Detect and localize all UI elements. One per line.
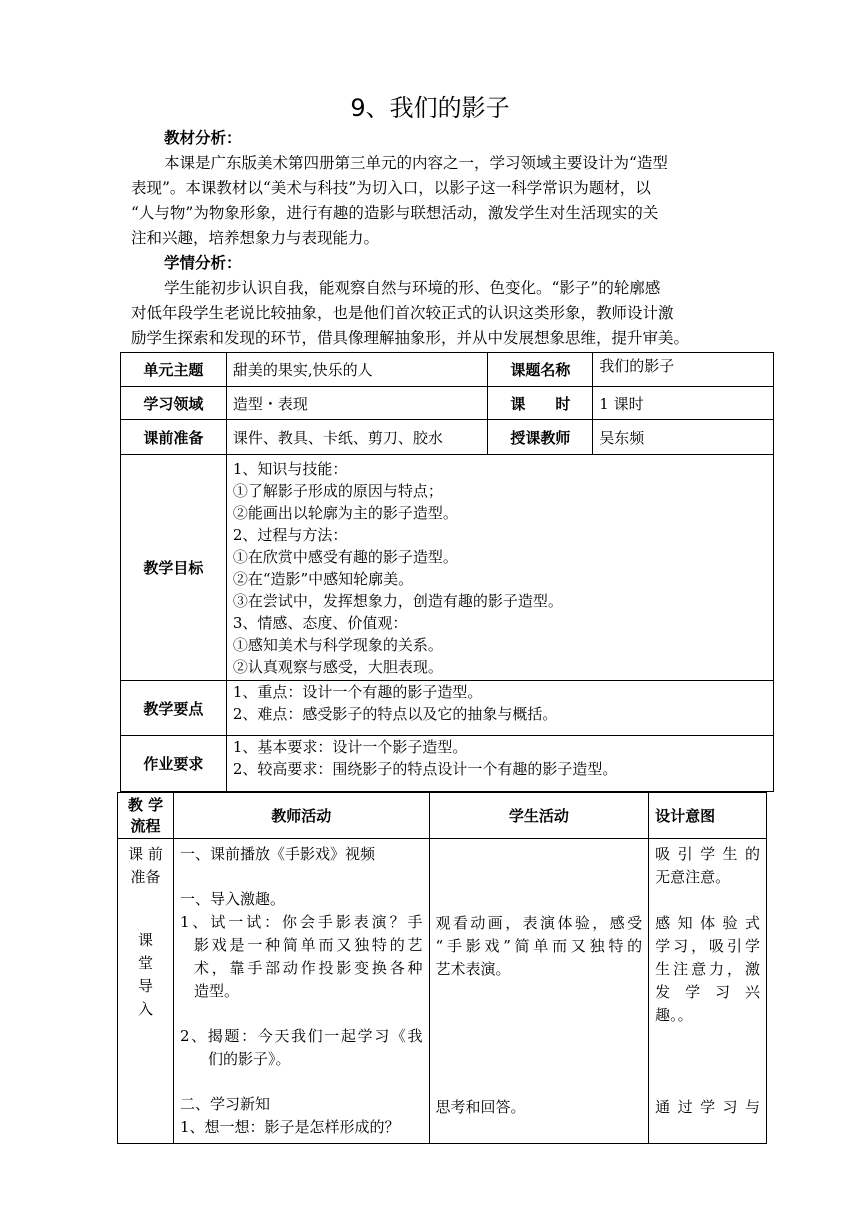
teacher-line: 一、导入激趣。 — [179, 890, 285, 908]
homework-item: 1、基本要求：设计一个影子造型。 — [232, 738, 468, 756]
material-analysis — [131, 126, 741, 351]
field-value: 造型・表现 — [226, 387, 488, 420]
header-teacher: 教师活动 — [173, 793, 429, 839]
intent-line: 通过学习与 — [655, 1098, 760, 1116]
goal-item: ②认真观察与感受，大胆表现。 — [232, 657, 443, 676]
lesson-info-table — [120, 352, 774, 792]
keypoints-list — [226, 681, 773, 736]
stage-prep: 课 前 准备 — [128, 845, 163, 886]
student-line: 思考和回答。 — [435, 1098, 526, 1116]
keypoint-item: 2、难点：感受影子的特点以及它的抽象与概括。 — [232, 705, 558, 723]
intent-line: 感知体验式 — [655, 914, 760, 932]
header-intent: 设计意图 — [649, 793, 767, 839]
student-heading: 学情分析： — [164, 254, 242, 272]
header-student: 学生活动 — [429, 793, 649, 839]
material-line: 注和兴趣，培养想象力与表现能力。 — [131, 229, 380, 247]
student-line: 励学生探索和发现的环节，借具像理解抽象形，并从中发展想象思维，提升审美。 — [131, 329, 690, 347]
teacher-line: 2、揭题：今天我们一起学习《我 — [179, 1027, 423, 1045]
period-label: 课 时 — [488, 387, 593, 420]
goal-item: ①感知美术与科学现象的关系。 — [232, 635, 443, 654]
header-flow: 教 学 流程 — [118, 793, 174, 839]
goals-label: 教学目标 — [121, 455, 227, 681]
prep-label: 课前准备 — [121, 420, 227, 455]
teacher-line: 造型。 — [193, 982, 239, 1000]
stage-intro: 课 堂 导 入 — [137, 931, 153, 1018]
teacher-line: 术，靠手部动作投影变换各种 — [193, 959, 423, 977]
material-heading: 教材分析： — [164, 129, 242, 147]
material-line: 表现”。本课教材以“美术与科技”为切入口，以影子这一科学常识为题材，以 — [131, 179, 651, 197]
teacher-line: 一、课前播放《手影戏》视频 — [179, 845, 375, 863]
teacher-line: 们的影子》。 — [207, 1050, 291, 1068]
student-line: “手影戏”简单而又独特的 — [435, 937, 643, 955]
unit-value: 甜美的果实,快乐的人 — [226, 353, 488, 387]
goal-item: ①了解影子形成的原因与特点； — [232, 481, 443, 500]
goal-item: ②能画出以轮廓为主的影子造型。 — [232, 503, 458, 522]
goal-item: ②在“造影”中感知轮廓美。 — [232, 569, 414, 588]
teacher-label: 授课教师 — [488, 420, 593, 455]
goal-item: 1、知识与技能： — [232, 459, 348, 478]
teacher-line: 二、学习新知 — [179, 1095, 270, 1113]
intent-line: 生注意力，激 — [655, 960, 760, 978]
goals-list — [226, 455, 773, 681]
intent-line: 发 学 习 兴 — [655, 983, 760, 1001]
period-value: 1 课时 — [593, 387, 774, 420]
student-line: 观看动画，表演体验，感受 — [435, 914, 643, 932]
teacher-activity-cell — [173, 839, 429, 1144]
goal-item: 2、过程与方法： — [232, 525, 348, 544]
teaching-flow-table — [117, 792, 767, 1144]
teacher-value: 吴东频 — [593, 420, 774, 455]
page-title: 9、我们的影子 — [350, 94, 510, 122]
intent-line: 无意注意。 — [655, 868, 731, 886]
homework-item: 2、较高要求：围绕影子的特点设计一个有趣的影子造型。 — [232, 760, 618, 778]
stage-cell — [118, 839, 174, 1144]
teacher-line: 1、试一试：你会手影表演？手 — [179, 913, 423, 931]
goal-item: 3、情感、态度、价值观： — [232, 613, 408, 632]
prep-value: 课件、教具、卡纸、剪刀、胶水 — [226, 420, 488, 455]
field-label: 学习领域 — [121, 387, 227, 420]
student-activity-cell — [429, 839, 649, 1144]
keypoint-item: 1、重点：设计一个有趣的影子造型。 — [232, 683, 483, 701]
lesson-value: 我们的影子 — [593, 353, 774, 387]
intent-line: 吸引学生的 — [655, 845, 760, 863]
intent-line: 趣。。 — [655, 1006, 693, 1024]
intent-cell — [649, 839, 767, 1144]
material-line: “人与物”为物象形象，进行有趣的造影与联想活动，激发学生对生活现实的关 — [131, 204, 659, 222]
goal-item: ③在尝试中，发挥想象力，创造有趣的影子造型。 — [232, 591, 563, 610]
student-line: 对低年段学生老说比较抽象，也是他们首次较正式的认识这类形象，教师设计激 — [131, 304, 674, 322]
unit-label: 单元主题 — [121, 353, 227, 387]
material-line: 本课是广东版美术第四册第三单元的内容之一，学习领域主要设计为“造型 — [164, 154, 668, 172]
student-line: 学生能初步认识自我，能观察自然与环境的形、色变化。“影子”的轮廓感 — [164, 279, 661, 297]
homework-list — [226, 736, 773, 792]
homework-label: 作业要求 — [121, 736, 227, 792]
teacher-line: 1、想一想：影子是怎样形成的？ — [179, 1118, 400, 1136]
student-line: 艺术表演。 — [435, 960, 511, 978]
intent-line: 学习，吸引学 — [655, 937, 760, 955]
teacher-line: 影戏是一种简单而又独特的艺 — [193, 936, 423, 954]
keypoints-label: 教学要点 — [121, 681, 227, 736]
goal-item: ①在欣赏中感受有趣的影子造型。 — [232, 547, 458, 566]
lesson-label: 课题名称 — [488, 353, 593, 387]
